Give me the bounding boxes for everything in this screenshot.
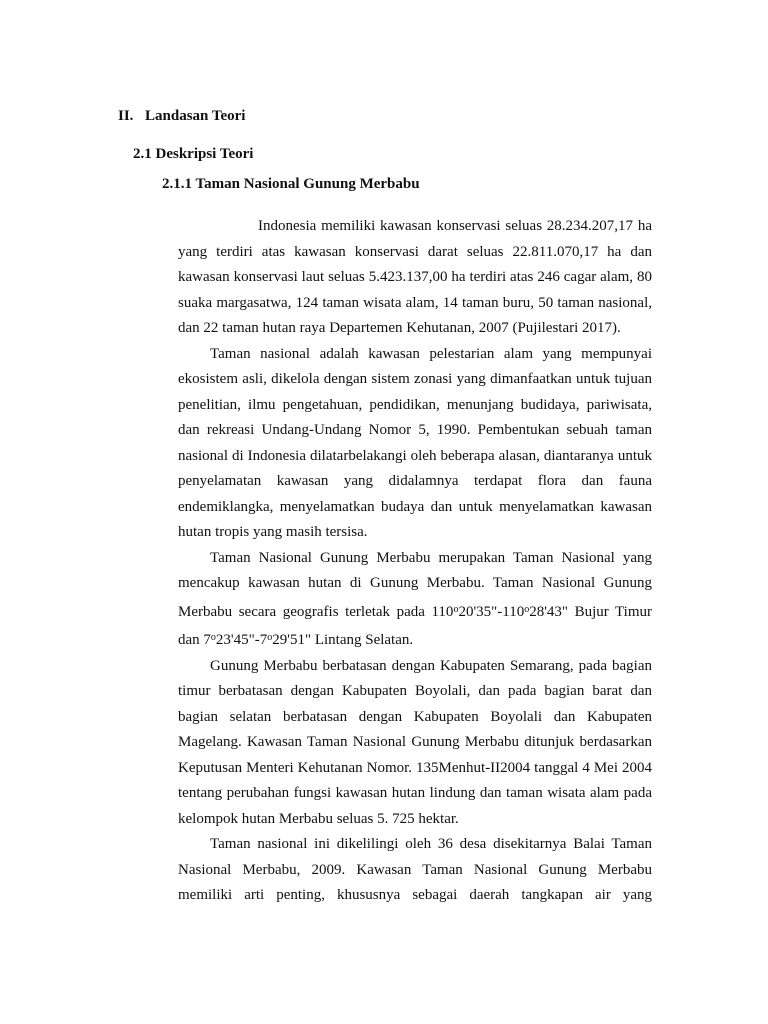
paragraph-3-text-c: 28'43" Bujur Timur dan 7 — [178, 603, 653, 648]
degree-symbol: o — [453, 603, 459, 615]
paragraph-3 — [178, 546, 652, 654]
paragraph-2: Taman nasional adalah kawasan pelestarian alam yang mempunyai ekosistem asli, dikelola dengan sistem zonasi yang dimanfaatkan untuk tujuan penelitian, ilmu pengetahuan, pendidikan, menunjang budidaya, pariwisata, dan rekreasi Undang-Undang Nomor 5, 1990. Pembentukan sebuah taman nasional di Indonesia dilatarbelakangi oleh beberapa alasan, diantaranya untuk penyelamatan kawasan yang didalamnya terdapat flora dan fauna endemiklangka, menyelamatkan budaya dan untuk menyelamatkan kawasan hutan tropis yang masih tersisa. — [178, 345, 652, 540]
paragraph-1: Indonesia memiliki kawasan konservasi seluas 28.234.207,17 ha yang terdiri atas kawasan konservasi darat seluas 22.811.070,17 ha dan kawasan konservasi laut seluas 5.423.137,00 ha terdiri atas 246 cagar alam, 80 suaka margasatwa, 124 taman wisata alam, 14 taman buru, 50 taman nasional, dan 22 taman hutan raya Departemen Kehutanan, 2007 (Pujilestari 2017). — [178, 218, 652, 336]
paragraph-5: Taman nasional ini dikelilingi oleh 36 desa disekitarnya Balai Taman Nasional Merbabu, 2009. Kawasan Taman Nasional Gunung Merbabu memiliki arti penting, khususnya sebagai daerah tangkapan air yang — [178, 836, 652, 903]
subsection-heading: 2.1.1 Taman Nasional Gunung Merbabu — [162, 176, 420, 192]
paragraph-3-text-e: 29'51" Lintang Selatan. — [272, 632, 414, 648]
chapter-heading — [118, 108, 245, 125]
paragraph-4: Gunung Merbabu berbatasan dengan Kabupaten Semarang, pada bagian timur berbatasan dengan Kabupaten Boyolali, dan pada bagian barat dan bagian selatan berbatasan dengan Kabupaten Boyolali dan Kabupaten Magelang. Kawasan Taman Nasional Gunung Merbabu ditunjuk berdasarkan Keputusan Menteri Kehutanan Nomor. 135Menhut-II2004 tanggal 4 Mei 2004 tentang perubahan fungsi kawasan hutan lindung dan taman wisata alam pada kelompok hutan Merbabu seluas 5. 725 hektar. — [178, 657, 652, 827]
degree-symbol: o — [210, 632, 216, 643]
chapter-number: II. — [118, 108, 134, 124]
section-heading: 2.1 Deskripsi Teori — [133, 146, 254, 162]
paragraph-3-text-a: Taman Nasional Gunung Merbabu merupakan Taman Nasional yang mencakup kawasan hutan di Gunung Merbabu. Taman Nasional Gunung Merbabu secara geografis terletak pada 110 — [178, 549, 652, 620]
degree-symbol: o — [267, 632, 273, 643]
degree-symbol: o — [524, 603, 530, 615]
chapter-title: Landasan Teori — [145, 108, 246, 124]
paragraph-3-text-d: 23'45"-7 — [215, 632, 268, 648]
body-text — [178, 214, 652, 909]
paragraph-3-text-b: 20'35"-110 — [458, 603, 525, 620]
